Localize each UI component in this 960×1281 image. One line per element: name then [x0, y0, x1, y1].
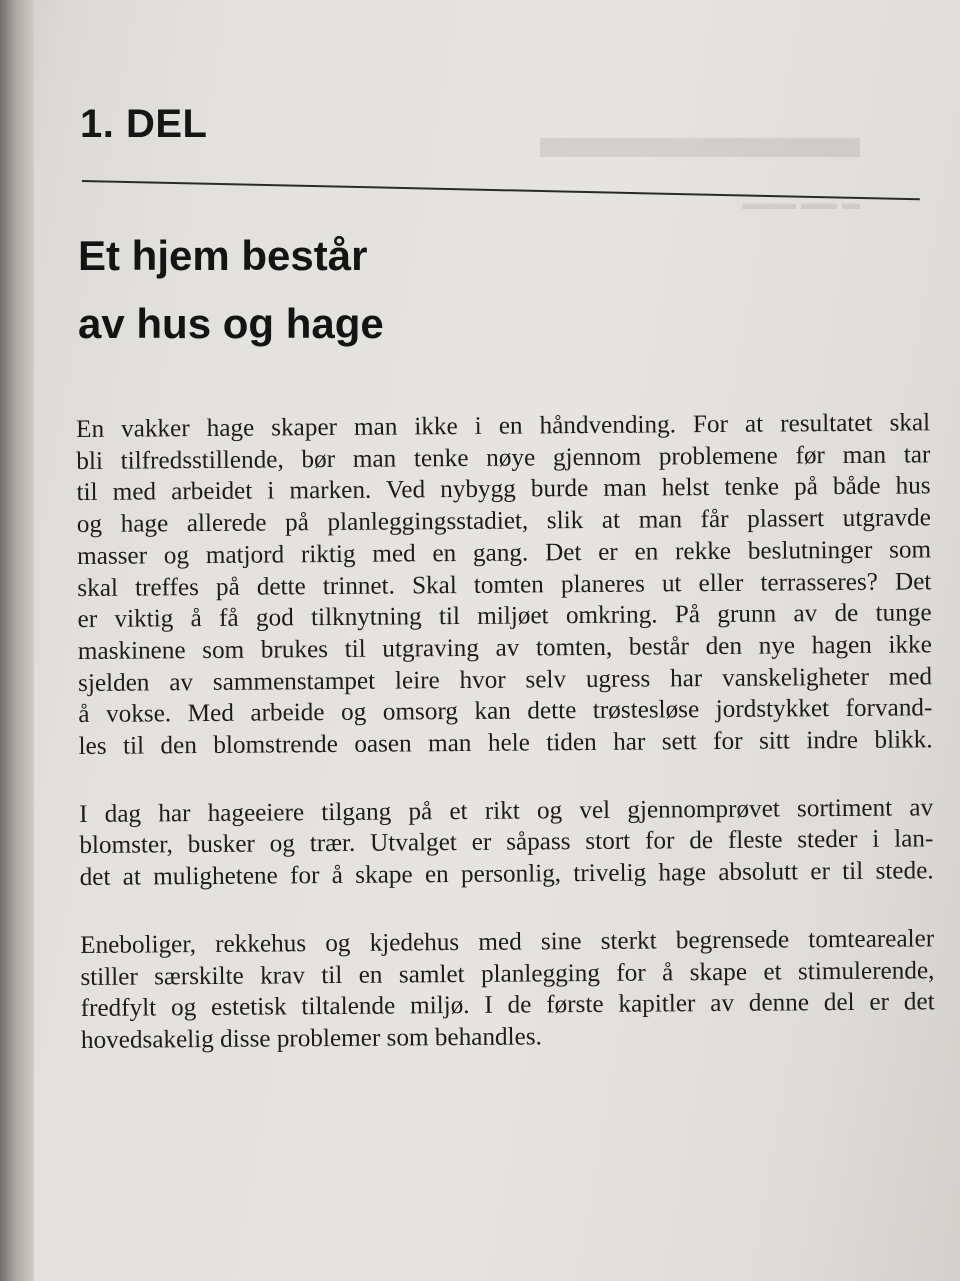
- chapter-title-line: Et hjem består: [78, 232, 368, 279]
- paragraph: [76, 407, 933, 762]
- text-line: bli tilfredsstillende, bør man tenke nøye gjennom problemene før man tar: [76, 440, 931, 475]
- text-line: I dag har hageeiere tilgang på et rikt og vel gjennomprøvet sortiment av: [79, 794, 934, 828]
- text-line: til med arbeidet i marken. Ved nybygg burde man helst tenke på både hus: [76, 472, 931, 507]
- text-line: og hage allerede på planleggingsstadiet, slik at man får plassert utgravde: [76, 504, 931, 539]
- text-line: Eneboliger, rekkehus og kjedehus med sine sterkt begrensede tomtearealer: [80, 925, 935, 959]
- text-line: stiller særskilte krav til en samlet planlegging for å skape et stimulerende,: [80, 956, 935, 991]
- book-gutter: [0, 0, 34, 1281]
- text-line: hovedsakelig disse problemer som behandles.: [80, 1023, 542, 1054]
- text-line: sjelden av sammenstampet leire hvor selv ugress har vanskeligheter med: [78, 662, 933, 697]
- chapter-title-line: av hus og hage: [78, 300, 384, 347]
- text-line: fredfylt og estetisk tiltalende miljø. I de første kapitler av denne del er det: [80, 988, 935, 1023]
- paragraph: [80, 923, 935, 1057]
- text-line: å vokse. Med arbeide og omsorg kan dette trøstesløse jordstykket forvand-: [78, 694, 933, 729]
- text-line: skal treffes på dette trinnet. Skal tomten planeres ut eller terrasseres? Det: [77, 567, 932, 602]
- text-line: er viktig å få god tilknytning til miljøet omkring. På grunn av de tunge: [77, 599, 932, 634]
- text-line: maskinene som brukes til utgraving av tomten, består den nye hagen ikke: [77, 631, 932, 665]
- paragraph: [79, 792, 934, 894]
- body-text: [76, 407, 935, 1092]
- text-line: En vakker hage skaper man ikke i en håndvending. For at resultatet skal: [76, 409, 931, 443]
- chapter-title: [78, 222, 678, 358]
- text-line: masser og matjord riktig med en gang. Det er en rekke beslutninger som: [77, 536, 932, 570]
- part-heading: 1. DEL: [80, 102, 208, 146]
- text-line: det at mulighetene for å skape en personlig, trivelig hage absolutt er til stede.: [79, 857, 934, 892]
- show-through-bleed: ▬▬▬▬▬ ▬ ▬▬ ▬▬▬: [540, 99, 860, 213]
- text-line: les til den blomstrende oasen man hele tiden har sett for sitt indre blikk.: [78, 726, 933, 761]
- text-line: blomster, busker og trær. Utvalget er såpass stort for de fleste steder i lan-: [79, 825, 934, 860]
